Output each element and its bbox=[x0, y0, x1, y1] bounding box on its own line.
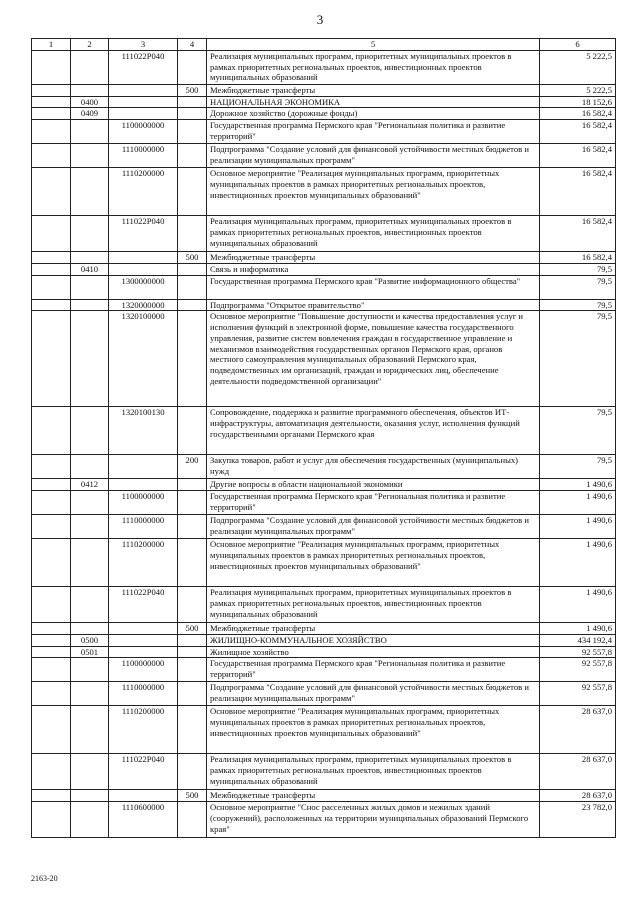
description-cell: Межбюджетные трансферты bbox=[207, 85, 540, 97]
section-cell bbox=[32, 120, 71, 144]
section-cell bbox=[32, 491, 71, 515]
amount-cell: 92 557,8 bbox=[540, 658, 616, 682]
subsection-code-cell bbox=[71, 790, 109, 802]
amount-cell: 79,5 bbox=[540, 407, 616, 455]
amount-cell: 16 582,4 bbox=[540, 168, 616, 216]
section-cell bbox=[32, 168, 71, 216]
column-header: 1 bbox=[32, 39, 71, 51]
target-article-code-cell bbox=[109, 455, 178, 479]
section-cell bbox=[32, 144, 71, 168]
expense-type-code-cell bbox=[178, 802, 207, 838]
section-cell bbox=[32, 790, 71, 802]
table-row bbox=[32, 263, 616, 275]
section-cell bbox=[32, 299, 71, 311]
table-row bbox=[32, 646, 616, 658]
expense-type-code-cell bbox=[178, 634, 207, 646]
amount-cell: 1 490,6 bbox=[540, 587, 616, 623]
description-cell: Основное мероприятие "Реализация муниципальных программ, приоритетных муниципальных проектов в рамках приоритетных региональных проектов, инвестиционных проектов муниципальных образований" bbox=[207, 706, 540, 754]
description-cell: Дорожное хозяйство (дорожные фонды) bbox=[207, 108, 540, 120]
expense-type-code-cell: 500 bbox=[178, 85, 207, 97]
amount-cell: 16 582,4 bbox=[540, 144, 616, 168]
expense-type-code-cell bbox=[178, 144, 207, 168]
subsection-code-cell bbox=[71, 252, 109, 264]
expense-type-code-cell: 500 bbox=[178, 252, 207, 264]
amount-cell: 5 222,5 bbox=[540, 51, 616, 85]
amount-cell: 92 557,8 bbox=[540, 682, 616, 706]
section-cell bbox=[32, 754, 71, 790]
expense-type-code-cell bbox=[178, 216, 207, 252]
section-cell bbox=[32, 479, 71, 491]
table-row bbox=[32, 790, 616, 802]
expense-type-code-cell bbox=[178, 51, 207, 85]
subsection-code-cell bbox=[71, 85, 109, 97]
subsection-code-cell bbox=[71, 168, 109, 216]
table-row bbox=[32, 455, 616, 479]
expense-type-code-cell bbox=[178, 311, 207, 407]
subsection-code-cell bbox=[71, 491, 109, 515]
table-row bbox=[32, 275, 616, 299]
description-cell: Подпрограмма "Создание условий для финансовой устойчивости местных бюджетов и реализации муниципальных программ" bbox=[207, 515, 540, 539]
subsection-code-cell bbox=[71, 658, 109, 682]
description-cell: Основное мероприятие "Реализация муниципальных программ, приоритетных муниципальных проектов в рамках приоритетных региональных проектов, инвестиционных проектов муниципальных образований" bbox=[207, 168, 540, 216]
expense-type-code-cell bbox=[178, 515, 207, 539]
amount-cell: 28 637,0 bbox=[540, 790, 616, 802]
subsection-code-cell bbox=[71, 802, 109, 838]
target-article-code-cell: 111022P040 bbox=[109, 216, 178, 252]
table-row bbox=[32, 120, 616, 144]
description-cell: Подпрограмма "Создание условий для финансовой устойчивости местных бюджетов и реализации муниципальных программ" bbox=[207, 682, 540, 706]
amount-cell: 18 152,6 bbox=[540, 96, 616, 108]
section-cell bbox=[32, 108, 71, 120]
amount-cell: 28 637,0 bbox=[540, 706, 616, 754]
description-cell: Государственная программа Пермского края "Региональная политика и развитие территорий" bbox=[207, 658, 540, 682]
target-article-code-cell: 111022P040 bbox=[109, 587, 178, 623]
expense-type-code-cell bbox=[178, 539, 207, 587]
amount-cell: 16 582,4 bbox=[540, 216, 616, 252]
table-row bbox=[32, 144, 616, 168]
expense-type-code-cell bbox=[178, 479, 207, 491]
section-cell bbox=[32, 682, 71, 706]
expense-type-code-cell bbox=[178, 96, 207, 108]
amount-cell: 79,5 bbox=[540, 275, 616, 299]
description-cell: Межбюджетные трансферты bbox=[207, 623, 540, 635]
target-article-code-cell: 1110000000 bbox=[109, 515, 178, 539]
column-header: 4 bbox=[178, 39, 207, 51]
description-cell: Государственная программа Пермского края "Региональная политика и развитие территорий" bbox=[207, 491, 540, 515]
amount-cell: 434 192,4 bbox=[540, 634, 616, 646]
expense-type-code-cell bbox=[178, 299, 207, 311]
section-cell bbox=[32, 85, 71, 97]
amount-cell: 23 782,0 bbox=[540, 802, 616, 838]
section-cell bbox=[32, 275, 71, 299]
table-row bbox=[32, 216, 616, 252]
subsection-code-cell bbox=[71, 120, 109, 144]
description-cell: Закупка товаров, работ и услуг для обеспечения государственных (муниципальных) нужд bbox=[207, 455, 540, 479]
target-article-code-cell: 1100000000 bbox=[109, 491, 178, 515]
expense-type-code-cell bbox=[178, 658, 207, 682]
table-row bbox=[32, 168, 616, 216]
amount-cell: 28 637,0 bbox=[540, 754, 616, 790]
target-article-code-cell bbox=[109, 85, 178, 97]
table-row bbox=[32, 623, 616, 635]
section-cell bbox=[32, 311, 71, 407]
subsection-code-cell bbox=[71, 144, 109, 168]
column-header: 3 bbox=[109, 39, 178, 51]
budget-table bbox=[31, 38, 616, 838]
section-cell bbox=[32, 658, 71, 682]
expense-type-code-cell bbox=[178, 168, 207, 216]
subsection-code-cell bbox=[71, 455, 109, 479]
expense-type-code-cell bbox=[178, 108, 207, 120]
section-cell bbox=[32, 216, 71, 252]
column-header: 6 bbox=[540, 39, 616, 51]
target-article-code-cell bbox=[109, 623, 178, 635]
section-cell bbox=[32, 51, 71, 85]
description-cell: ЖИЛИЩНО-КОММУНАЛЬНОЕ ХОЗЯЙСТВО bbox=[207, 634, 540, 646]
subsection-code-cell bbox=[71, 539, 109, 587]
target-article-code-cell bbox=[109, 790, 178, 802]
target-article-code-cell: 111022P040 bbox=[109, 51, 178, 85]
target-article-code-cell bbox=[109, 108, 178, 120]
subsection-code-cell bbox=[71, 51, 109, 85]
description-cell: Жилищное хозяйство bbox=[207, 646, 540, 658]
subsection-code-cell bbox=[71, 275, 109, 299]
expense-type-code-cell bbox=[178, 407, 207, 455]
table-row bbox=[32, 658, 616, 682]
expense-type-code-cell: 200 bbox=[178, 455, 207, 479]
expense-type-code-cell bbox=[178, 275, 207, 299]
expense-type-code-cell bbox=[178, 491, 207, 515]
subsection-code-cell bbox=[71, 754, 109, 790]
expense-type-code-cell: 500 bbox=[178, 623, 207, 635]
target-article-code-cell bbox=[109, 252, 178, 264]
amount-cell: 1 490,6 bbox=[540, 479, 616, 491]
table-row bbox=[32, 587, 616, 623]
description-cell: Основное мероприятие "Повышение доступности и качества предоставления услуг и исполнения функций в электронной форме, повышение качества государственного управления, развитие систем вовлечения граждан в государственное управление и механизмов взаимодействия государственных органов Пермского края, органов местного самоуправления муниципальных образований Пермского края, подведомственных им организаций, граждан и юридических лиц, обеспечение деятельности подведомственной организации" bbox=[207, 311, 540, 407]
subsection-code-cell: 0409 bbox=[71, 108, 109, 120]
description-cell: Реализация муниципальных программ, приоритетных муниципальных проектов в рамках приоритетных региональных проектов, инвестиционных проектов муниципальных образований bbox=[207, 216, 540, 252]
description-cell: Подпрограмма "Открытое правительство" bbox=[207, 299, 540, 311]
table-row bbox=[32, 108, 616, 120]
target-article-code-cell: 1110200000 bbox=[109, 168, 178, 216]
amount-cell: 1 490,6 bbox=[540, 515, 616, 539]
amount-cell: 16 582,4 bbox=[540, 120, 616, 144]
target-article-code-cell bbox=[109, 96, 178, 108]
target-article-code-cell bbox=[109, 479, 178, 491]
amount-cell: 79,5 bbox=[540, 299, 616, 311]
table-row bbox=[32, 252, 616, 264]
expense-type-code-cell bbox=[178, 263, 207, 275]
table-row bbox=[32, 802, 616, 838]
subsection-code-cell: 0410 bbox=[71, 263, 109, 275]
description-cell: Основное мероприятие "Реализация муниципальных программ, приоритетных муниципальных проектов в рамках приоритетных региональных проектов, инвестиционных проектов муниципальных образований" bbox=[207, 539, 540, 587]
target-article-code-cell: 1110200000 bbox=[109, 706, 178, 754]
section-cell bbox=[32, 802, 71, 838]
amount-cell: 79,5 bbox=[540, 455, 616, 479]
column-header: 5 bbox=[207, 39, 540, 51]
section-cell bbox=[32, 706, 71, 754]
table-row bbox=[32, 85, 616, 97]
subsection-code-cell bbox=[71, 216, 109, 252]
subsection-code-cell bbox=[71, 623, 109, 635]
section-cell bbox=[32, 539, 71, 587]
target-article-code-cell: 1110000000 bbox=[109, 682, 178, 706]
section-cell bbox=[32, 407, 71, 455]
description-cell: Подпрограмма "Создание условий для финансовой устойчивости местных бюджетов и реализации муниципальных программ" bbox=[207, 144, 540, 168]
section-cell bbox=[32, 96, 71, 108]
target-article-code-cell: 1100000000 bbox=[109, 658, 178, 682]
expense-type-code-cell bbox=[178, 587, 207, 623]
subsection-code-cell: 0400 bbox=[71, 96, 109, 108]
section-cell bbox=[32, 587, 71, 623]
table-row bbox=[32, 311, 616, 407]
target-article-code-cell: 1100000000 bbox=[109, 120, 178, 144]
subsection-code-cell bbox=[71, 299, 109, 311]
table-row bbox=[32, 491, 616, 515]
subsection-code-cell bbox=[71, 311, 109, 407]
description-cell: Государственная программа Пермского края "Развитие информационного общества" bbox=[207, 275, 540, 299]
section-cell bbox=[32, 515, 71, 539]
target-article-code-cell bbox=[109, 634, 178, 646]
table-row bbox=[32, 407, 616, 455]
section-cell bbox=[32, 455, 71, 479]
expense-type-code-cell bbox=[178, 706, 207, 754]
target-article-code-cell: 1300000000 bbox=[109, 275, 178, 299]
table-row bbox=[32, 539, 616, 587]
header-row bbox=[32, 39, 616, 51]
subsection-code-cell: 0501 bbox=[71, 646, 109, 658]
target-article-code-cell: 1110200000 bbox=[109, 539, 178, 587]
description-cell: Межбюджетные трансферты bbox=[207, 790, 540, 802]
table-row bbox=[32, 96, 616, 108]
section-cell bbox=[32, 263, 71, 275]
description-cell: НАЦИОНАЛЬНАЯ ЭКОНОМИКА bbox=[207, 96, 540, 108]
amount-cell: 1 490,6 bbox=[540, 491, 616, 515]
target-article-code-cell: 1110000000 bbox=[109, 144, 178, 168]
description-cell: Реализация муниципальных программ, приоритетных муниципальных проектов в рамках приоритетных региональных проектов, инвестиционных проектов муниципальных образований bbox=[207, 754, 540, 790]
description-cell: Реализация муниципальных программ, приоритетных муниципальных проектов в рамках приоритетных региональных проектов, инвестиционных проектов муниципальных образований bbox=[207, 587, 540, 623]
expense-type-code-cell bbox=[178, 682, 207, 706]
target-article-code-cell: 1110600000 bbox=[109, 802, 178, 838]
table-row bbox=[32, 754, 616, 790]
description-cell: Основное мероприятие "Снос расселенных жилых домов и нежилых зданий (сооружений), расположенных на территории муниципальных образований Пермского края" bbox=[207, 802, 540, 838]
amount-cell: 79,5 bbox=[540, 311, 616, 407]
amount-cell: 16 582,4 bbox=[540, 108, 616, 120]
expense-type-code-cell bbox=[178, 646, 207, 658]
section-cell bbox=[32, 646, 71, 658]
expense-type-code-cell bbox=[178, 754, 207, 790]
amount-cell: 1 490,6 bbox=[540, 539, 616, 587]
subsection-code-cell bbox=[71, 515, 109, 539]
description-cell: Связь и информатика bbox=[207, 263, 540, 275]
subsection-code-cell bbox=[71, 407, 109, 455]
subsection-code-cell: 0500 bbox=[71, 634, 109, 646]
subsection-code-cell bbox=[71, 706, 109, 754]
section-cell bbox=[32, 252, 71, 264]
section-cell bbox=[32, 634, 71, 646]
description-cell: Реализация муниципальных программ, приоритетных муниципальных проектов в рамках приоритетных региональных проектов, инвестиционных проектов муниципальных образований bbox=[207, 51, 540, 85]
description-cell: Межбюджетные трансферты bbox=[207, 252, 540, 264]
target-article-code-cell: 111022P040 bbox=[109, 754, 178, 790]
table-row bbox=[32, 479, 616, 491]
subsection-code-cell bbox=[71, 587, 109, 623]
amount-cell: 92 557,8 bbox=[540, 646, 616, 658]
amount-cell: 1 490,6 bbox=[540, 623, 616, 635]
target-article-code-cell: 1320100000 bbox=[109, 311, 178, 407]
target-article-code-cell: 1320000000 bbox=[109, 299, 178, 311]
column-header: 2 bbox=[71, 39, 109, 51]
target-article-code-cell: 1320100130 bbox=[109, 407, 178, 455]
table-row bbox=[32, 299, 616, 311]
description-cell: Государственная программа Пермского края "Региональная политика и развитие территорий" bbox=[207, 120, 540, 144]
table-row bbox=[32, 682, 616, 706]
expense-type-code-cell bbox=[178, 120, 207, 144]
document-code: 2163-20 bbox=[31, 874, 58, 883]
table-row bbox=[32, 634, 616, 646]
expense-type-code-cell: 500 bbox=[178, 790, 207, 802]
subsection-code-cell bbox=[71, 682, 109, 706]
table-row bbox=[32, 51, 616, 85]
amount-cell: 79,5 bbox=[540, 263, 616, 275]
amount-cell: 16 582,4 bbox=[540, 252, 616, 264]
page-number: 3 bbox=[316, 12, 324, 27]
subsection-code-cell: 0412 bbox=[71, 479, 109, 491]
target-article-code-cell bbox=[109, 263, 178, 275]
target-article-code-cell bbox=[109, 646, 178, 658]
description-cell: Другие вопросы в области национальной экономики bbox=[207, 479, 540, 491]
amount-cell: 5 222,5 bbox=[540, 85, 616, 97]
section-cell bbox=[32, 623, 71, 635]
description-cell: Сопровождение, поддержка и развитие программного обеспечения, объектов ИТ-инфраструктуры, автоматизация деятельности, оказания услуг, исполнения функций государственными органами Пермского края bbox=[207, 407, 540, 455]
table-row bbox=[32, 515, 616, 539]
table-row bbox=[32, 706, 616, 754]
